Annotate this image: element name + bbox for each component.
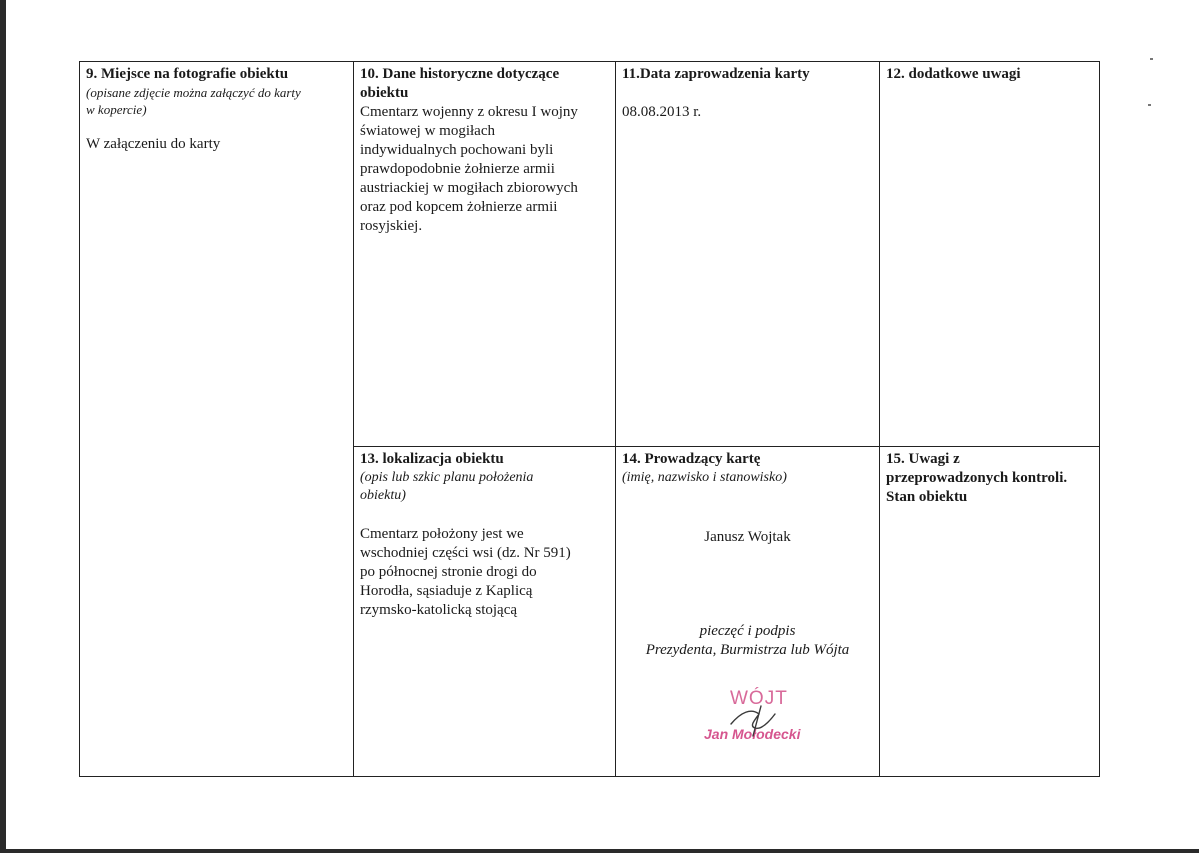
cell-subtitle: (opis lub szkic planu położenia: [360, 470, 534, 485]
cell-body-line: Cmentarz położony jest we: [360, 526, 524, 542]
cell-subtitle: obiektu): [360, 488, 406, 503]
cell-body-line: prawdopodobnie żołnierze armii: [360, 161, 555, 177]
cell-title: przeprowadzonych kontroli.: [886, 470, 1068, 486]
cell-additional-notes: [880, 62, 1099, 446]
cell-title: 14. Prowadzący kartę: [622, 451, 761, 467]
cell-body-line: oraz pod kopcem żołnierze armii: [360, 199, 558, 215]
keeper-name: Janusz Wojtak: [704, 529, 791, 545]
cell-body-line: austriackiej w mogiłach zbiorowych: [360, 180, 578, 196]
cell-inspection-notes: [880, 447, 1099, 777]
cell-body-line: rzymsko-katolicką stojącą: [360, 602, 518, 618]
cell-subtitle: w kopercie): [86, 102, 147, 117]
signature-caption: Prezydenta, Burmistrza lub Wójta: [645, 642, 850, 658]
cell-card-date: [616, 62, 879, 446]
cell-body-line: Cmentarz wojenny z okresu I wojny: [360, 104, 578, 120]
stamp-title: WÓJT: [730, 688, 788, 709]
cell-body-line: po północnej stronie drogi do: [360, 564, 537, 580]
card-date-value: 08.08.2013 r.: [622, 104, 702, 120]
cell-title: 15. Uwagi z: [886, 451, 960, 467]
scan-edge-bottom: [0, 849, 1199, 853]
cell-title: 9. Miejsce na fotografie obiektu: [86, 66, 289, 82]
stamp-name: Jan Mołodecki: [704, 726, 801, 742]
handwritten-signature: [725, 702, 785, 738]
cell-title: 11.Data zaprowadzenia karty: [622, 66, 810, 82]
cell-body-line: rosyjskiej.: [360, 218, 423, 234]
signature-caption: pieczęć i podpis: [699, 623, 796, 639]
cell-subtitle: (opisane zdjęcie można załączyć do karty: [86, 85, 301, 100]
record-card-table: [79, 61, 1100, 777]
scan-speck: [1150, 58, 1153, 60]
scan-speck: [1148, 104, 1151, 106]
cell-body-line: indywidualnych pochowani byli: [360, 142, 554, 158]
cell-title: 10. Dane historyczne dotyczące: [360, 66, 560, 82]
cell-title: 13. lokalizacja obiektu: [360, 451, 504, 467]
scan-edge-left: [0, 0, 6, 853]
official-stamp: [690, 688, 830, 748]
cell-subtitle: (imię, nazwisko i stanowisko): [622, 470, 787, 485]
cell-historical-data: [354, 62, 615, 446]
cell-photo-location: [80, 62, 353, 778]
cell-title: 12. dodatkowe uwagi: [886, 66, 1021, 82]
cell-body: W załączeniu do karty: [86, 136, 221, 152]
cell-body-line: wschodniej części wsi (dz. Nr 591): [360, 545, 571, 561]
cell-location: [354, 447, 615, 777]
cell-body-line: światowej w mogiłach: [360, 123, 495, 139]
cell-title: Stan obiektu: [886, 489, 968, 505]
cell-title: obiektu: [360, 85, 409, 101]
cell-body-line: Horodła, sąsiaduje z Kaplicą: [360, 583, 533, 599]
